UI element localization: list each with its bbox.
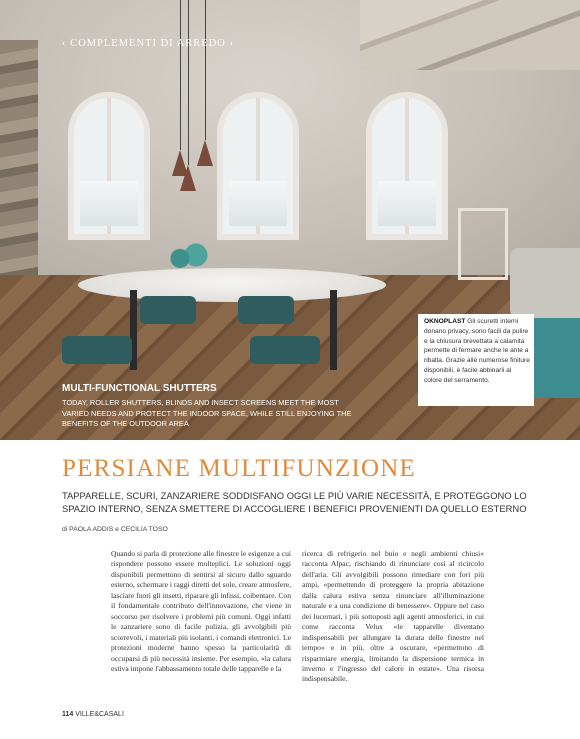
article-title: PERSIANE MULTIFUNZIONE xyxy=(62,455,416,482)
dining-table xyxy=(78,268,386,302)
page-footer xyxy=(62,711,124,718)
arched-window xyxy=(217,92,299,240)
pendant-lamp xyxy=(197,140,213,166)
arched-window xyxy=(366,92,448,240)
caption-title: MULTI-FUNCTIONAL SHUTTERS xyxy=(62,383,217,394)
info-brand: OKNOPLAST xyxy=(424,318,466,325)
chair xyxy=(250,336,320,364)
mirror-frame xyxy=(458,208,508,280)
byline: di PAOLA ADDIS e CECILIA TOSO xyxy=(62,526,168,533)
chair xyxy=(140,296,196,324)
text-column-2 xyxy=(302,549,484,685)
info-text: Gli scuretti interni donano privacy, sono facili da pulire e la chiusura brevettata a calamita permette di fermare anche le ante a ribalta. Grazie alle numerose finiture disponibili, è facile abbinarli al colore del serramento. xyxy=(424,318,530,384)
body-paragraph: ricerca di refrigerio nel buio e negli ambienti chiusi» racconta Alpac, rischiando di rinunciare così al ricircolo dell'aria. Gli avvolgibili possono rimediare con fori più ampi, «permettendo di proteggere la propria abitazione dalla calura estiva senza rinunciare all'illuminazione naturale e a una condizione di benessere». Oppure nel caso dei lucernari, i più sottoposti agli agenti atmosferici, in cui come racconta Velux «le tapparelle diventano indispensabili per allungare la durata delle finestre nel tempo» e in più, oltre a oscurare, «permettono di risparmiare energia, limitando la dispersione termica in inverno e l'ingresso del calore in estate». Una risorsa indispensabile. xyxy=(302,549,484,684)
ceiling-beams xyxy=(360,0,580,70)
section-label: ‹ COMPLEMENTI DI ARREDO › xyxy=(62,38,234,49)
article-subtitle: TAPPARELLE, SCURI, ZANZARIERE SODDISFANO OGGI LE PIÙ VARIE NECESSITÀ, E PROTEGGONO LO SPAZIO INTERNO, SENZA SMETTERE DI ACCOGLIERE I BENEFICI PROVENIENTI DA QUELLO ESTERNO xyxy=(62,490,527,514)
arched-window xyxy=(68,92,150,240)
body-paragraph: Quando si parla di protezione alle finestre le esigenze a cui rispondere possono essere molteplici. Le soluzioni oggi disponibili permettono di sentirsi al sicuro dallo sguardo esterno, schermare i raggi diretti del sole, creare atmosfere, lasciare fuori gli insetti, riparare gli infissi, coibentare. Con il fondamentale contributo dell'innovazione, che viene in soccorso per risolvere i problemi più comuni. Oggi infatti le zanzariere sono di facile pulizia, gli avvolgibili più scorrevoli, i materiali più isolanti, i comandi elettronici. Le protezioni moderne hanno spesso la particolarità di occuparsi di più necessità insieme. Per esempio, «la calura estiva impone l'abbassamento totale delle tapparelle e la xyxy=(111,549,291,673)
chair xyxy=(238,296,294,324)
sofa xyxy=(510,248,580,318)
table-leg xyxy=(330,290,337,370)
teal-vases xyxy=(168,238,208,272)
pendant-lamp xyxy=(180,165,196,191)
magazine-name: VILLE&CASALI xyxy=(75,711,124,718)
text-column-1 xyxy=(111,549,291,674)
caption-text: TODAY, ROLLER SHUTTERS, BLINDS AND INSECT SCREENS MEET THE MOST VARIED NEEDS AND PROTECT THE INDOOR SPACE, WHILE STILL ENJOYING THE BENEFITS OF THE OUTDOOR AREA xyxy=(62,398,352,428)
page-number: 114 xyxy=(62,711,74,718)
info-box xyxy=(418,314,534,406)
pendant-cord xyxy=(188,0,189,165)
pendant-cord xyxy=(205,0,206,140)
chair xyxy=(62,336,132,364)
pendant-cord xyxy=(180,0,181,150)
